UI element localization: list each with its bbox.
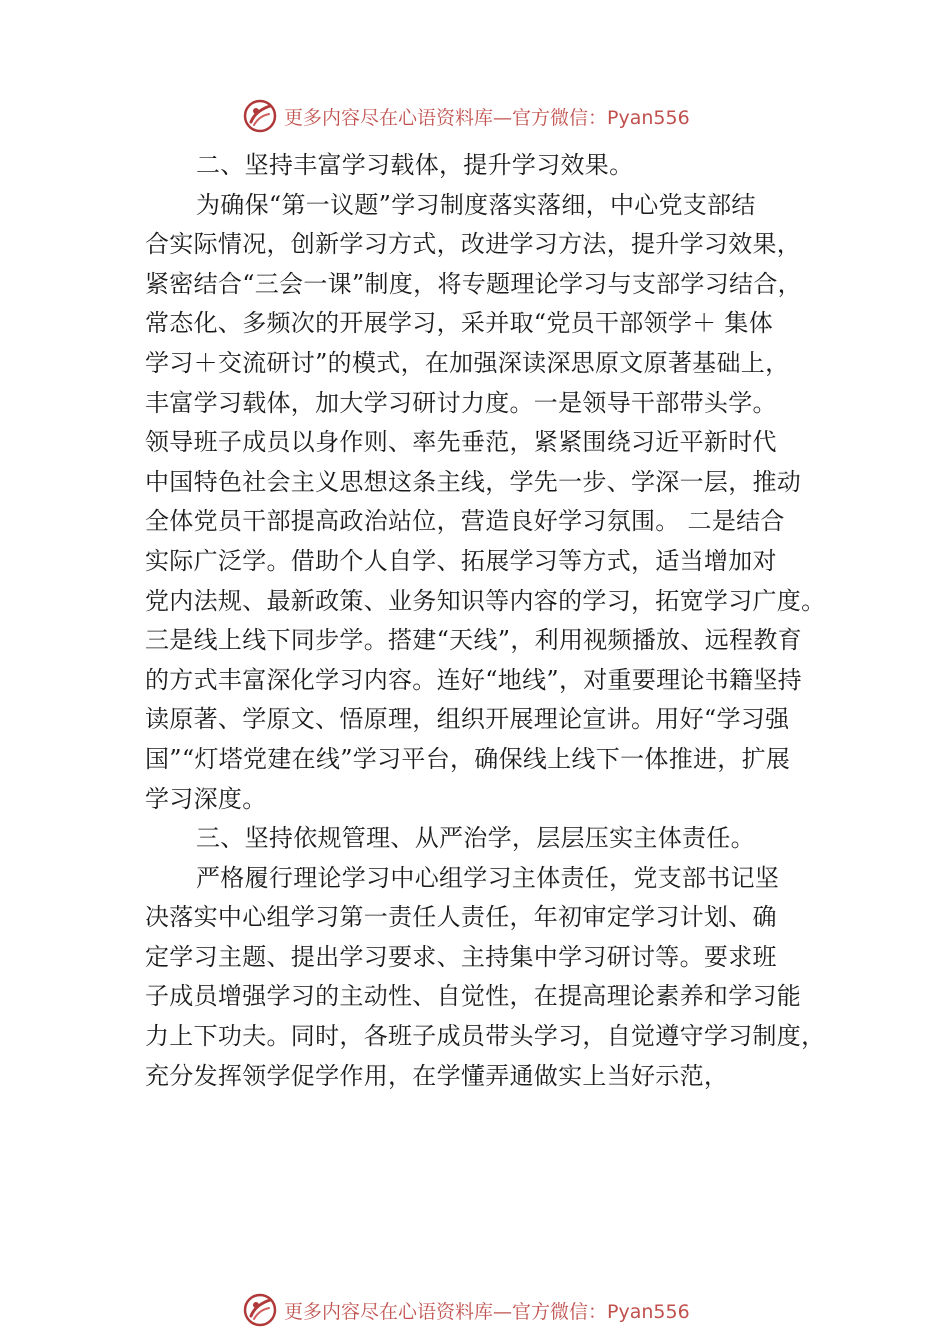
logo-icon — [242, 98, 278, 134]
header-banner — [242, 96, 690, 136]
paragraph-line: 学习＋交流研讨”的模式，在加强深读深思原文原著基础上， — [145, 348, 790, 377]
document-body — [145, 146, 845, 1096]
logo-icon — [242, 1292, 278, 1328]
paragraph-line: 合实际情况，创新学习方式，改进学习方法，提升学习效果， — [145, 230, 802, 259]
paragraph-line: 力上下功夫。同时，各班子成员带头学习，自觉遵守学习制度， — [145, 1022, 826, 1051]
paragraph-line: 丰富学习载体，加大学习研讨力度。一是领导干部带头学。 — [145, 388, 777, 417]
paragraph-line: 紧密结合“三会一课”制度，将专题理论学习与支部学习结合， — [145, 269, 802, 298]
banner-text — [284, 1297, 690, 1324]
paragraph-line: 严格履行理论学习中心组学习主体责任，党支部书记坚 — [196, 863, 780, 892]
banner-label: 更多内容尽在心语资料库—官方微信： — [284, 1300, 608, 1323]
paragraph-line: 国”“灯塔党建在线”学习平台，确保线上线下一体推进，扩展 — [145, 744, 791, 773]
paragraph-line: 党内法规、最新政策、业务知识等内容的学习，拓宽学习广度。 — [145, 586, 826, 615]
footer-banner — [242, 1290, 690, 1330]
paragraph-line: 读原著、学原文、悟原理，组织开展理论宣讲。用好“学习强 — [145, 705, 790, 734]
banner-text — [284, 103, 690, 130]
banner-account: Pyan556 — [607, 1300, 690, 1323]
paragraph-line: 实际广泛学。借助个人自学、拓展学习等方式，适当增加对 — [145, 546, 777, 575]
paragraph-line: 定学习主题、提出学习要求、主持集中学习研讨等。要求班 — [145, 942, 777, 971]
paragraph-line: 全体党员干部提高政治站位，营造良好学习氛围。 二是结合 — [145, 507, 785, 536]
section-heading-2: 二、坚持丰富学习载体，提升学习效果。 — [196, 151, 634, 179]
paragraph-line: 为确保“第一议题”学习制度落实落细，中心党支部结 — [196, 190, 756, 219]
paragraph-line: 中国特色社会主义思想这条主线，学先一步、学深一层，推动 — [145, 467, 802, 496]
paragraph-line: 领导班子成员以身作则、率先垂范，紧紧围绕习近平新时代 — [145, 428, 777, 457]
section-heading-3: 三、坚持依规管理、从严治学，层层压实主体责任。 — [196, 824, 755, 853]
paragraph-line: 充分发挥领学促学作用，在学懂弄通做实上当好示范， — [145, 1061, 729, 1090]
banner-label: 更多内容尽在心语资料库—官方微信： — [284, 106, 608, 129]
paragraph-line: 的方式丰富深化学习内容。连好“地线”，对重要理论书籍坚持 — [145, 665, 802, 694]
paragraph-line: 子成员增强学习的主动性、自觉性，在提高理论素养和学习能 — [145, 982, 802, 1011]
banner-account: Pyan556 — [607, 106, 690, 129]
paragraph-line: 常态化、多频次的开展学习，采并取“党员干部领学＋ 集体 — [145, 309, 773, 338]
paragraph-line: 三是线上线下同步学。搭建“天线”，利用视频播放、远程教育 — [145, 626, 802, 655]
paragraph-line: 决落实中心组学习第一责任人责任，年初审定学习计划、确 — [145, 903, 777, 932]
paragraph-line: 学习深度。 — [145, 784, 267, 813]
